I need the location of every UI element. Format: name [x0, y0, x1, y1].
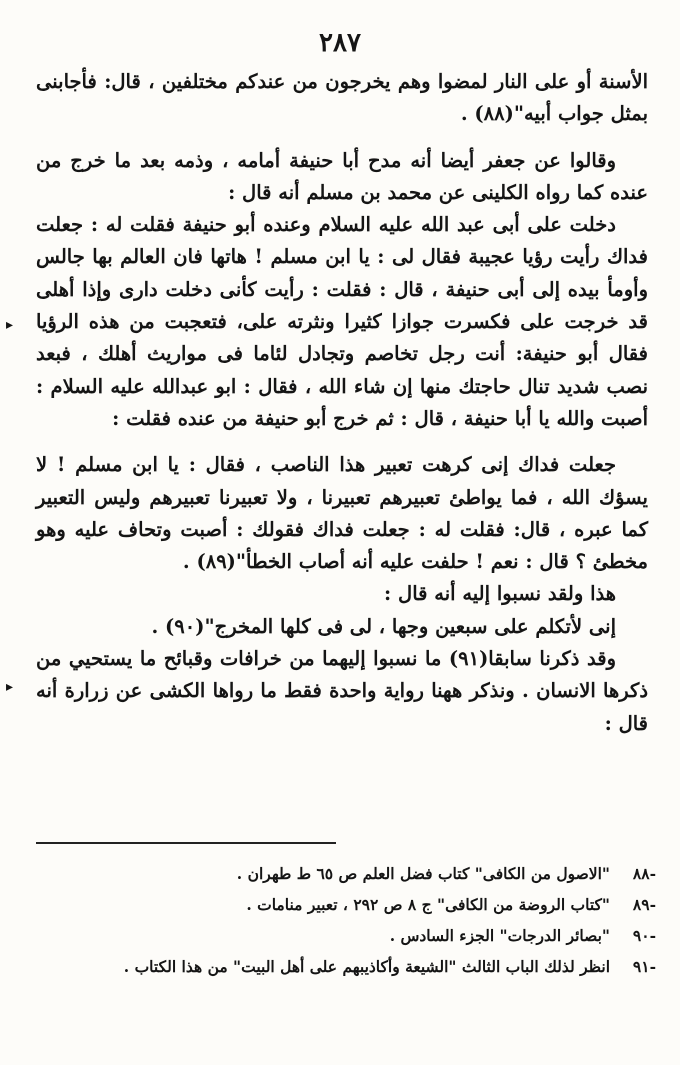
footnote-number: -٩٠: [632, 926, 656, 945]
footnote: [60, 889, 656, 920]
footnote-divider: [36, 842, 336, 844]
footnote-text: "بصائر الدرجات" الجزء السادس .: [389, 926, 610, 945]
body-text: [36, 66, 648, 740]
margin-mark: ▸: [6, 317, 14, 333]
footnote-text: انظر لذلك الباب الثالث "الشيعة وأكاذيبهم على أهل البيت" من هذا الكتاب .: [123, 957, 610, 976]
footnote-number: -٨٩: [632, 895, 656, 914]
paragraph: هذا ولقد نسبوا إليه أنه قال :: [384, 582, 616, 606]
paragraph: وقد ذكرنا سابقا(٩١) ما نسبوا إليهما من خرافات وقبائح ما يستحيي من ذكرها الانسان . ونذكر ههنا رواية واحدة فقط ما رواها الكشى عن زرارة أنه قال :: [36, 647, 648, 735]
footnote-number: -٩١: [632, 957, 656, 976]
footnote-number: -٨٨: [632, 864, 656, 883]
paragraph: وقالوا عن جعفر أيضا أنه مدح أبا حنيفة أمامه ، وذمه بعد ما خرج من عنده كما رواه الكلينى عن محمد بن مسلم أنه قال :: [36, 148, 648, 204]
footnotes: [60, 858, 656, 982]
page-number: ٢٨٧: [319, 28, 361, 58]
paragraph: إنى لأتكلم على سبعين وجها ، لى فى كلها المخرج"(٩٠) .: [151, 614, 616, 638]
footnote-text: "كتاب الروضة من الكافى" ج ٨ ص ٢٩٢ ، تعبير منامات .: [246, 895, 610, 914]
paragraph: دخلت على أبى عبد الله عليه السلام وعنده أبو حنيفة فقلت له : جعلت فداك رأيت رؤيا عجيبة فقال لى : يا ابن مسلم ! هاتها فان العالم بها جالس وأومأ بيده إلى أبى حنيفة ، قال : فقلت : رأيت كأنى دخلت دارى وإذا أهلى قد خرجت على فكسرت جوازا كثيرا ونثرته على، فتعجبت من هذه الرؤيا فقال أبو حنيفة: أنت رجل تخاصم وتجادل لئاما فى مواريث أهلك ، فبعد نصب شديد تنال حاجتك منها إن شاء الله ، فقال : ابو عبدالله عليه السلام : أصبت والله يا أبا حنيفة ، قال : ثم خرج أبو حنيفة من عنده فقلت :: [36, 213, 648, 430]
paragraph: الأسنة أو على النار لمضوا وهم يخرجون من عندكم مختلفين ، قال: فأجابنى بمثل جواب أبيه"(٨٨) .: [36, 70, 648, 126]
paragraph: جعلت فداك إنى كرهت تعبير هذا الناصب ، فقال : يا ابن مسلم ! لا يسؤك الله ، فما يواطئ تعبيرهم تعبيرنا ، ولا تعبيرنا تعبيرهم وليس التعبير كما عبره ، قال: فقلت له : جعلت فداك فقولك : أصبت وتحاف عليه وهو مخطئ ؟ قال : نعم ! حلفت عليه أنه أصاب الخطأ"(٨٩) .: [36, 453, 648, 574]
footnote: [60, 920, 656, 951]
footnote: [60, 951, 656, 982]
footnote: [60, 858, 656, 889]
footnote-text: "الاصول من الكافى" كتاب فضل العلم ص ٦٥ ط طهران .: [236, 864, 610, 883]
margin-mark: ▸: [6, 679, 14, 695]
